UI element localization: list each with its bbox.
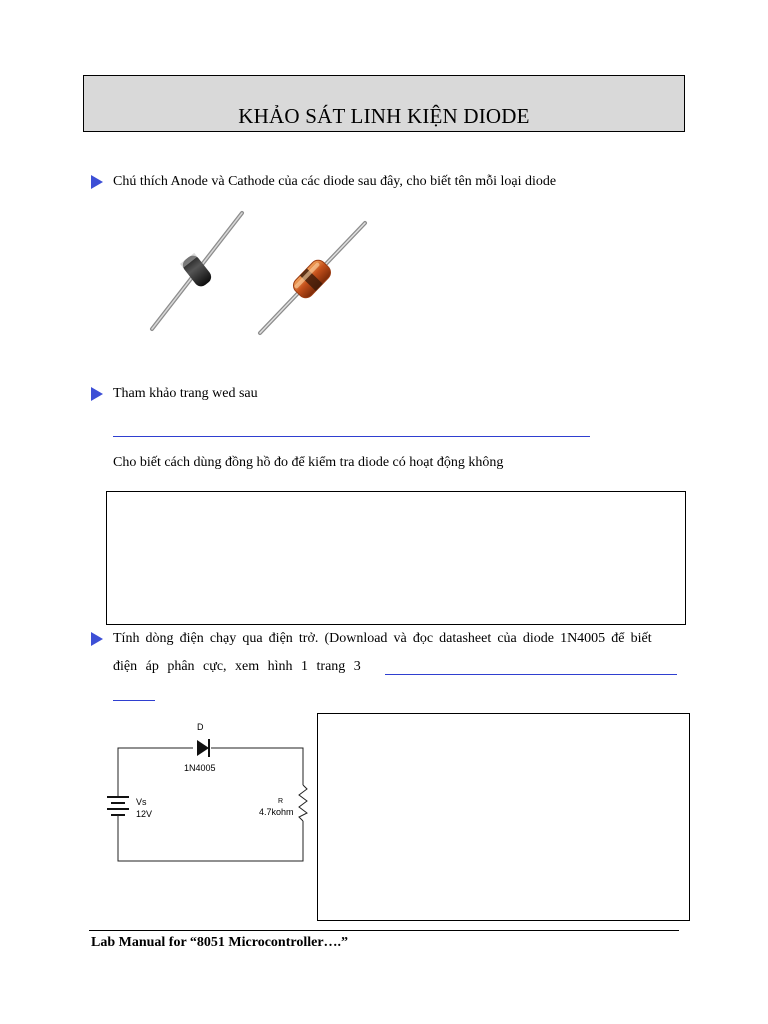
- footer-text: Lab Manual for “8051 Microcontroller….”: [91, 935, 349, 950]
- title-box: [83, 75, 685, 132]
- section2-instruction: Tham khảo trang wed sau: [113, 386, 258, 401]
- diode-label: D: [197, 722, 204, 732]
- resistor-label: R: [278, 798, 284, 805]
- footer-divider: [89, 930, 679, 931]
- diode-symbol: [197, 740, 209, 756]
- section3-line1: Tính dòng điện chạy qua điện trở. (Download và đọc datasheet của diode 1N4005 để biết: [113, 631, 652, 646]
- bullet-arrow-icon: [91, 632, 103, 646]
- resistor-symbol: [299, 785, 307, 821]
- glass-diode-image: [250, 215, 375, 340]
- answer-box-multimeter[interactable]: [106, 491, 686, 625]
- resistor-value: 4.7kohm: [259, 807, 294, 817]
- section1-instruction: Chú thích Anode và Cathode của các diode sau đây, cho biết tên mỗi loại diode: [113, 174, 557, 189]
- datasheet-link-underline-cont[interactable]: [113, 700, 155, 701]
- bullet-arrow-icon: [91, 387, 103, 401]
- source-label: Vs: [136, 797, 147, 807]
- section3-line2: điện áp phân cực, xem hình 1 trang 3: [113, 659, 361, 674]
- section2-question: Cho biết cách dùng đồng hồ đo để kiểm tra diode có hoạt động không: [113, 455, 504, 470]
- circuit-diagram: [93, 713, 313, 868]
- source-value: 12V: [136, 809, 153, 819]
- black-diode-image: [140, 205, 260, 335]
- answer-box-current[interactable]: [317, 713, 690, 921]
- diode-part-label: 1N4005: [184, 763, 216, 773]
- link-underline[interactable]: [113, 436, 590, 437]
- page-title: KHẢO SÁT LINH KIỆN DIODE: [238, 104, 530, 128]
- bullet-arrow-icon: [91, 175, 103, 189]
- battery-symbol: [107, 783, 129, 819]
- datasheet-link-underline[interactable]: [385, 674, 677, 675]
